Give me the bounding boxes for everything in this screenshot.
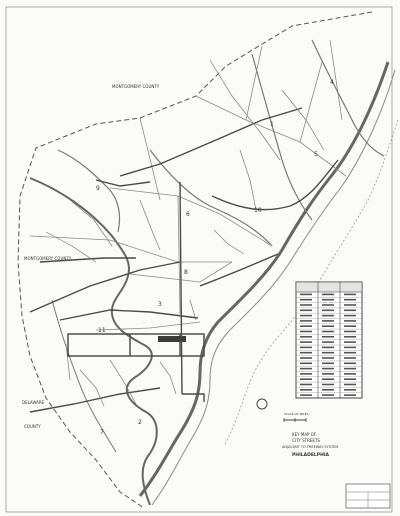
table-entry-mark xyxy=(322,294,334,296)
county-label-montgomery-north: MONTGOMERY COUNTY xyxy=(112,84,160,89)
table-entry-mark xyxy=(300,341,312,343)
table-entry-mark xyxy=(322,331,334,333)
table-entry-mark xyxy=(322,389,334,391)
schuylkill-river xyxy=(30,178,157,505)
title-line-1: KEY MAP OF xyxy=(292,432,317,437)
table-entry-mark xyxy=(322,352,334,354)
table-entry-mark xyxy=(300,352,312,354)
table-entry-mark xyxy=(300,357,312,359)
table-entry-mark xyxy=(300,310,312,312)
table-entry-mark xyxy=(344,368,356,370)
table-entry-mark xyxy=(322,384,334,386)
title-line-3: ADJACENT TO FREEWAY SYSTEM xyxy=(282,445,339,449)
district-number-8: 8 xyxy=(184,269,188,276)
table-entry-mark xyxy=(322,336,334,338)
table-entry-mark xyxy=(300,299,312,301)
table-entry-mark xyxy=(300,363,312,365)
table-entry-mark xyxy=(344,357,356,359)
table-entry-mark xyxy=(322,325,334,327)
table-entry-mark xyxy=(300,336,312,338)
table-entry-mark xyxy=(322,368,334,370)
table-entry-mark xyxy=(344,347,356,349)
table-entry-mark xyxy=(322,394,334,396)
table-entry-mark xyxy=(344,294,356,296)
title-block xyxy=(282,432,338,458)
table-entry-mark xyxy=(322,310,334,312)
table-entry-mark xyxy=(344,310,356,312)
district-number-11: 11 xyxy=(98,327,106,334)
district-number-6: 6 xyxy=(186,211,190,218)
title-line-4: PHILADELPHIA xyxy=(292,453,329,458)
table-entry-mark xyxy=(300,368,312,370)
table-entry-mark xyxy=(300,325,312,327)
table-entry-mark xyxy=(300,378,312,380)
table-entry-mark xyxy=(322,378,334,380)
pennypack-creek xyxy=(252,54,312,220)
county-label-montgomery-west: MONTGOMERY COUNTY xyxy=(24,256,72,261)
drawing-stamp xyxy=(346,484,390,508)
table-entry-mark xyxy=(300,389,312,391)
table-entry-mark xyxy=(322,320,334,322)
table-entry-mark xyxy=(344,341,356,343)
table-entry-mark xyxy=(344,384,356,386)
table-entry-mark xyxy=(322,341,334,343)
district-number-5: 5 xyxy=(314,151,318,158)
table-entry-mark xyxy=(344,331,356,333)
county-label-county: COUNTY xyxy=(24,424,41,429)
table-entry-mark xyxy=(344,299,356,301)
table-entry-mark xyxy=(344,363,356,365)
table-entry-mark xyxy=(344,325,356,327)
title-line-2: CITY STREETS xyxy=(292,438,320,443)
table-entry-mark xyxy=(344,378,356,380)
table-entry-mark xyxy=(344,373,356,375)
scale-caption: SCALE OF MILES xyxy=(284,412,309,416)
table-entry-mark xyxy=(322,363,334,365)
district-number-4: 4 xyxy=(330,79,334,86)
cobbs-creek xyxy=(52,300,116,452)
district-number-1: 1 xyxy=(270,121,274,128)
table-entry-mark xyxy=(300,294,312,296)
table-entry-mark xyxy=(344,389,356,391)
table-entry-mark xyxy=(300,315,312,317)
district-number-9: 9 xyxy=(96,185,100,192)
tabulation-table xyxy=(296,282,362,398)
county-label-delaware: DELAWARE xyxy=(22,400,45,405)
table-entry-mark xyxy=(344,315,356,317)
table-entry-mark xyxy=(300,347,312,349)
table-entry-mark xyxy=(344,304,356,306)
table-entry-mark xyxy=(322,315,334,317)
table-entry-mark xyxy=(344,320,356,322)
district-number-3: 3 xyxy=(158,301,162,308)
table-entry-mark xyxy=(344,394,356,396)
table-entry-mark xyxy=(322,357,334,359)
table-entry-mark xyxy=(322,299,334,301)
district-number-2: 2 xyxy=(138,419,142,426)
table-entry-mark xyxy=(322,347,334,349)
district-number-10: 10 xyxy=(254,207,262,214)
table-entry-mark xyxy=(300,384,312,386)
landmark-circle xyxy=(257,399,267,409)
table-entry-mark xyxy=(322,304,334,306)
table-entry-mark xyxy=(344,336,356,338)
wissahickon-creek xyxy=(58,150,120,232)
scale-bar xyxy=(284,412,309,422)
table-entry-mark xyxy=(322,373,334,375)
district-number-7: 7 xyxy=(100,429,104,436)
table-entry-mark xyxy=(344,352,356,354)
table-entry-mark xyxy=(300,304,312,306)
table-entry-mark xyxy=(300,394,312,396)
table-entry-mark xyxy=(300,320,312,322)
table-entry-mark xyxy=(300,331,312,333)
table-entry-mark xyxy=(300,373,312,375)
